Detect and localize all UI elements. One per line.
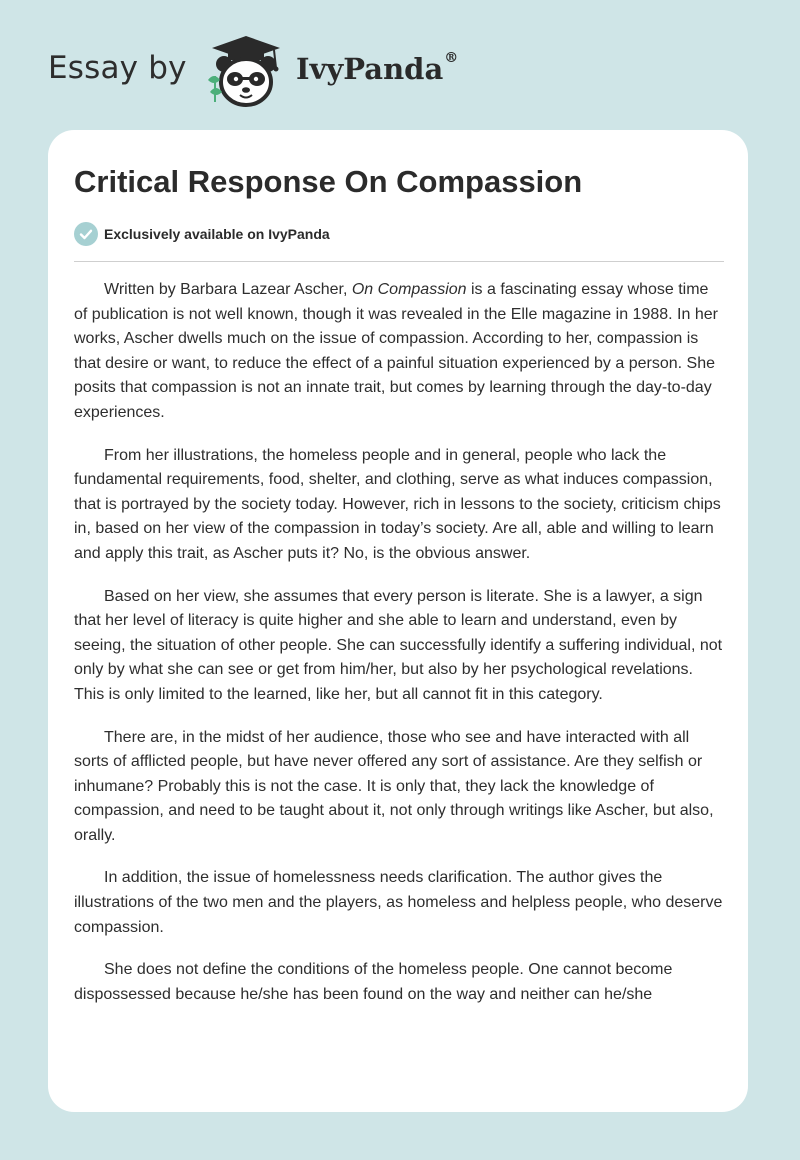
panda-graduate-icon[interactable] (200, 36, 292, 108)
paragraph-3: Based on her view, she assumes that every person is literate. She is a lawyer, a sign that her level of literacy is quite higher and she able to learn and understand, even by seeing, the situation of other people. She can successfully identify a suffering individual, not only by what she can see or get from him/her, but also by her psychological revelations. This is only limited to the learned, like her, but all cannot fit in this category. (74, 587, 723, 703)
exclusive-badge (74, 222, 330, 246)
brand-name[interactable]: IvyPanda® (296, 50, 459, 86)
essay-title-italic: On Compassion (351, 281, 467, 298)
essay-card (48, 130, 748, 1112)
site-header (0, 0, 800, 130)
paragraph-6: She does not define the conditions of the homeless people. One cannot become dispossessed because he/she has been found on the way and neither can he/she (74, 961, 673, 1003)
divider (74, 261, 724, 262)
paragraph-5: In addition, the issue of homelessness needs clarification. The author gives the illustrations of the two men and the players, as homeless and helpless people, who deserve compassion. (74, 869, 723, 936)
check-circle-icon (74, 222, 98, 246)
essay-by-label: Essay by (48, 50, 187, 86)
paragraph-4: There are, in the midst of her audience, those who see and have interacted with all sorts of afflicted people, but have never offered any sort of assistance. Are they selfish or inhumane? Probably this is not the case. It is only that, they lack the knowledge of compassion, and need to be taught about it, not only through writings like Ascher, but also, orally. (74, 728, 714, 844)
paragraph-2: From her illustrations, the homeless people and in general, people who lack the fundamental requirements, food, shelter, and clothing, serve as what induces compassion, that is portrayed by the society today. However, rich in lessons to the society, criticism chips in, based on her view of the compassion in today’s society. Are all, able and willing to learn and apply this trait, as Ascher puts it? No, is the obvious answer. (74, 446, 721, 562)
page-title: Critical Response On Compassion (74, 164, 583, 199)
registered-mark: ® (444, 50, 459, 66)
paragraph-1: Written by Barbara Lazear Ascher, On Compassion is a fascinating essay whose time of publication is not well known, though it was revealed in the Elle magazine in 1988. In her works, Ascher dwells much on the issue of compassion. According to her, compassion is that desire or want, to reduce the effect of a painful situation experienced by a person. She posits that compassion is not an innate trait, but comes by learning through the day-to-day experiences. (74, 281, 718, 421)
badge-label: Exclusively available on IvyPanda (104, 226, 330, 242)
essay-body (74, 278, 724, 1025)
